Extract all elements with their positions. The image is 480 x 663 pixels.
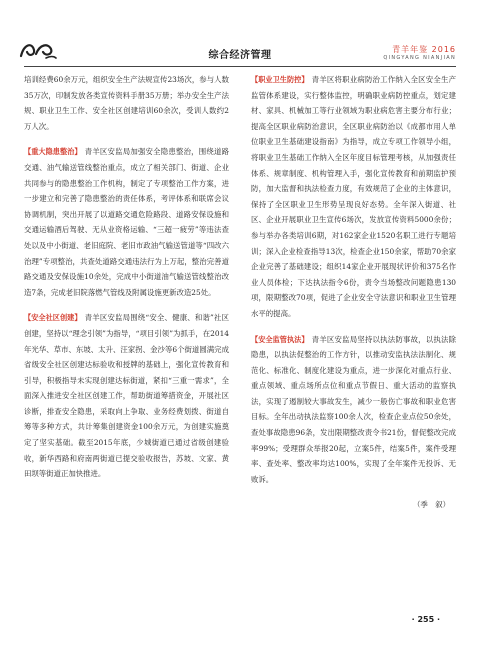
paragraph-text: 青羊区安监局加强安全隐患整治，围绕道路交通、油气输送管线整治重点，成立了相关部门、街道、企业共同参与的隐患整治工作机构，制定了专项整治工作方案，进一步建立和完善了隐患整治的责任体系，考评体系和联席会议协调机制，突出开展了以道路交通危险路段、道路安保设施和交通运输酒后驾驶、无从业资格运输、“三超一疲劳”等违法查处以及中小街道、老旧庭院、老旧市政油气输送管道等“四改六治理”专项整治，共查处道路交通违法行为上万起，整治完善道路交通及安保设施10余处，完成中小街道油气输送管线整治改造7条，完成老旧院落燃气管线及附属设施更新改造25处。	[24, 147, 229, 297]
yearbook-name: 青羊年鉴 2016	[392, 45, 456, 54]
paragraph-text: 青羊区安监局围绕“安全、健康、和谐”社区创建，坚持以“理念引领”为指导，“项目引领”为抓手，在2014年光华、草市、东坡、太升、汪家拐、金沙等6个街道圆满完成省级安全社区创建达标验收和授牌的基础上，强化宣传教育和引导，积极指导未实现创建达标街道，紧扣“三重一需求”，全面深入推进安全社区创建工作，帮助街道筹措资金，开展社区诊断，排查安全隐患，采取向上争取、业务经费划拨、街道自筹等多种方式，共计筹集创建资金100余万元，为创建实施奠定了坚实基础。截至2015年底，少城街道已通过省级创建验收，新华西路和府南两街道已提交验收报告，苏坡、文家、黄田坝等街道正加快推进。	[24, 313, 229, 479]
section-label: 【重大隐患整治】	[24, 147, 82, 157]
section-label: 【职业卫生防控】	[251, 75, 309, 84]
paragraph-text: 青羊区安监局坚持以执法防事故，以执法除隐患，以执法促整治的工作方针，以推动安监执法法制化、规范化、标准化、制度化建设为重点，进一步深化对重点行业、重点领域、重点场所点位和重点节假日、重大活动的监察执法，实现了遏制较大事故发生，减少一般伤亡事故和职业危害目标。全年出动执法监察100余人次，检查企业点位50余处，查处事故隐患96条，发出限期整改责令书21份，督促整改完成率99%；受理群众举报20起，立案5件，结案5件，案件受理率、查处率、整改率均达100%，实现了全年案件无投诉、无败诉。	[251, 334, 456, 484]
section-label: 【安全监管执法】	[251, 334, 309, 344]
section-label: 【安全社区创建】	[24, 313, 82, 323]
article-paragraph	[24, 144, 229, 300]
yearbook-pinyin: QINGYANG NIANJIAN	[383, 55, 456, 61]
article-paragraph	[24, 72, 229, 134]
right-column	[251, 72, 456, 513]
header-divider	[24, 66, 456, 67]
article-paragraph	[251, 332, 456, 488]
article-paragraph	[251, 72, 456, 322]
paragraph-text: 青羊区将职业病防治工作纳入全区安全生产监管体系建设，实行整体监控，明确职业病防控重点，划定建材、家具、机械加工等行业领域为职业病危害主要分布行业；提高全区职业病防治意识，全区职业病防治以《成都市用人单位职业卫生基础建设指南》为指导，成立专项工作领导小组，将职业卫生基础工作纳入全区年度目标管理考核，从加强责任体系、规章制度、机构管理入手，强化宣传教育和前期监护预防，加大监督和执法检查力度，有效规范了企业的主体意识，保持了全区职业卫生形势呈现良好态势。全年深入街道、社区、企业开展职业卫生宣传6场次，发放宣传资料5000余份；参与举办各类培训6期，对162家企业1520名职工进行专题培训；深入企业检查指导13次，检查企业150余家，帮助70余家企业完善了基础建设；组织14家企业开展现状评价和375名作业人员体检；下达执法指令6份，责令当场整改问题隐患130项，限期整改70项，促进了企业安全守法意识和职业卫生管理水平的提高。	[251, 75, 456, 318]
section-title: 综合经济管理	[208, 50, 272, 61]
paragraph-text: 培训经费60余万元，组织安全生产法规宣传23场次，参与人数35万次，印制发放各类宣传资料手册35万册；举办安全生产法规、职业卫生工作、安全社区创建培训60余次，受训人数约2万人次。	[24, 75, 229, 131]
article-paragraph	[24, 310, 229, 482]
page-number: · 255 ·	[411, 615, 440, 624]
page-header	[0, 0, 480, 66]
author-signature: （季 叙）	[413, 500, 450, 510]
left-column	[24, 72, 229, 492]
